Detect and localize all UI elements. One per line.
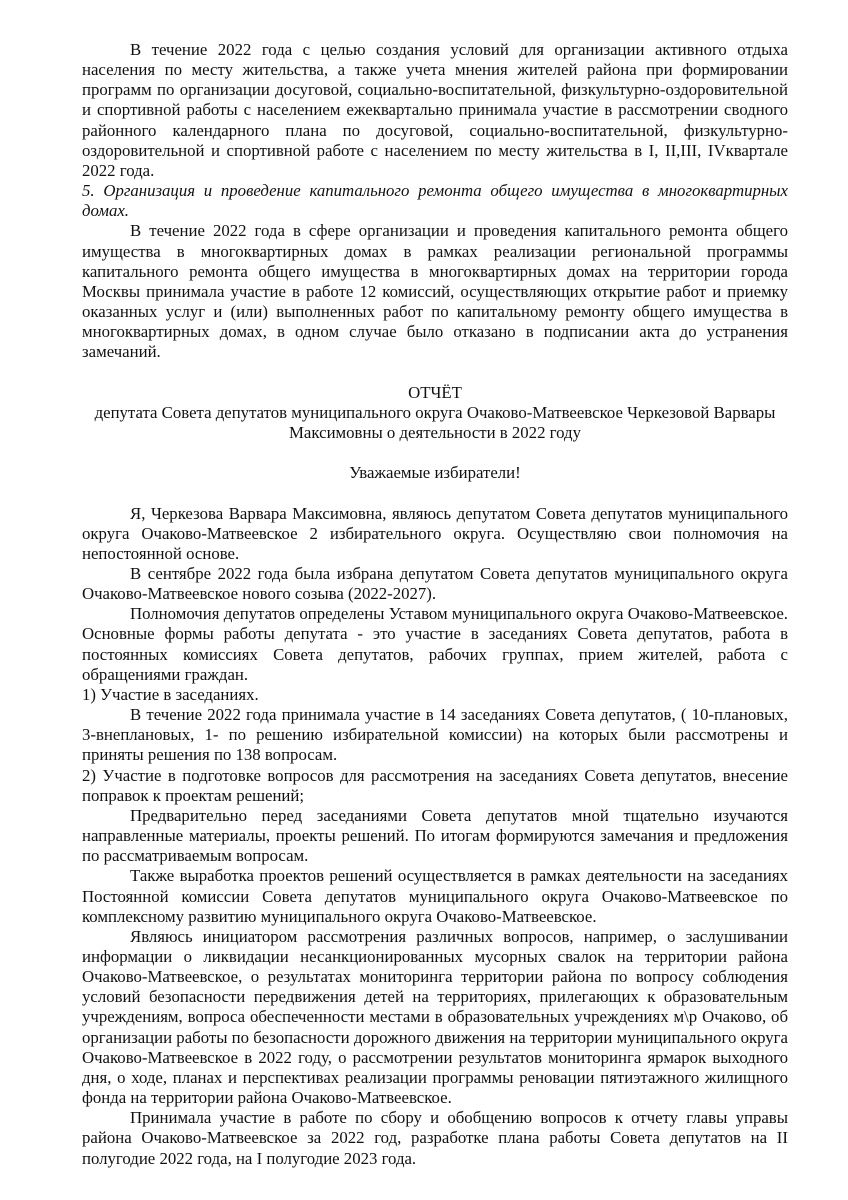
report-subtitle: депутата Совета депутатов муниципального округа Очаково-Матвеевское Черкезовой Варвары Максимовны о деятельности в 2022 году (94, 402, 776, 442)
section-5-heading: 5. Организация и проведение капитального ремонта общего имущества в многоквартирных домах. (82, 181, 788, 221)
spacer (82, 363, 788, 383)
paragraph-powers: Полномочия депутатов определены Уставом муниципального округа Очаково-Матвеевское. Основные формы работы депутата - это участие в заседаниях Совета депутатов, работа в постоянных комиссиях Совета депутатов, рабочих группах, прием жителей, работа с обращениями граждан. (82, 604, 788, 684)
paragraph-commission: Также выработка проектов решений осуществляется в рамках деятельности на заседаниях Постоянной комиссии Совета депутатов муниципального округа Очаково-Матвеевское по комплексному развитию муниципального округа Очаково-Матвеевское. (82, 866, 788, 926)
paragraph-report-participation: Принимала участие в работе по сбору и обобщению вопросов к отчету главы управы района Очаково-Матвеевское за 2022 год, разработке плана работы Совета депутатов на II полугодие 2022 года, на I полугодие 2023 года. (82, 1108, 788, 1168)
paragraph-introduction: Я, Черкезова Варвара Максимовна, являюсь депутатом Совета депутатов муниципального округа Очаково-Матвеевское 2 избирательного округа. Осуществляю свои полномочия на непостоянной основе. (82, 503, 788, 563)
list-item-1: 1) Участие в заседаниях. (82, 684, 259, 704)
report-title: ОТЧЁТ (408, 382, 462, 402)
paragraph-capital-repair: В течение 2022 года в сфере организации и проведения капитального ремонта общего имущества в многоквартирных домах в рамках реализации региональной программы капитального ремонта общего имущества в многоквартирных домах на территории города Москвы принимала участие в работе 12 комиссий, осуществляющих открытие работ и приемку оказанных услуг и (или) выполненных работ по капитальному ремонту общего имущества в многоквартирных домах, в одном случае было отказано в подписании акта до устранения замечаний. (82, 221, 788, 362)
paragraph-meetings: В течение 2022 года принимала участие в 14 заседаниях Совета депутатов, ( 10-плановых, 3-внеплановых, 1- по решению избирательной комиссии) на которых были рассмотрены и приняты решения по 138 вопросам. (82, 705, 788, 765)
greeting: Уважаемые избиратели! (349, 463, 521, 483)
paragraph-initiatives: Являюсь инициатором рассмотрения различных вопросов, например, о заслушивании информации о ликвидации несанкционированных мусорных свалок на территории района Очаково-Матвеевское, о результатах мониторинга территории района по вопросу соблюдения условий безопасности передвижения детей на территориях, прилегающих к образовательным учреждениям, вопроса обеспеченности местами в образовательных учреждениях м\р Очаково, об организации работы по безопасности дорожного движения на территории муниципального округа Очаково-Матвеевское в 2022 году, о рассмотрении результатов мониторинга ярмарок выходного дня, о ходе, планах и перспективах реализации программы реновации пятиэтажного жилищного фонда на территории района Очаково-Матвеевское. (82, 926, 788, 1108)
paragraph-leisure-planning: В течение 2022 года с целью создания условий для организации активного отдыха населения по месту жительства, а также учета мнения жителей района при формировании программ по организации досуговой, социально-воспитательной, физкультурно-оздоровительной и спортивной работы с населением ежеквартально принимала участие в рассмотрении сводного районного календарного плана по досуговой, социально-воспитательной, физкультурно-оздоровительной и спортивной работе с населением по месту жительства в I, II,III, IVквартале 2022 года. (82, 40, 788, 180)
spacer (82, 483, 788, 503)
spacer (82, 443, 788, 463)
list-item-2: 2) Участие в подготовке вопросов для рассмотрения на заседаниях Совета депутатов, внесение поправок к проектам решений; (82, 765, 788, 805)
paragraph-preparation: Предварительно перед заседаниями Совета депутатов мной тщательно изучаются направленные материалы, проекты решений. По итогам формируются замечания и предложения по рассматриваемым вопросам. (82, 805, 788, 866)
paragraph-election: В сентябре 2022 года была избрана депутатом Совета депутатов муниципального округа Очаково-Матвеевское нового созыва (2022-2027). (82, 564, 788, 604)
